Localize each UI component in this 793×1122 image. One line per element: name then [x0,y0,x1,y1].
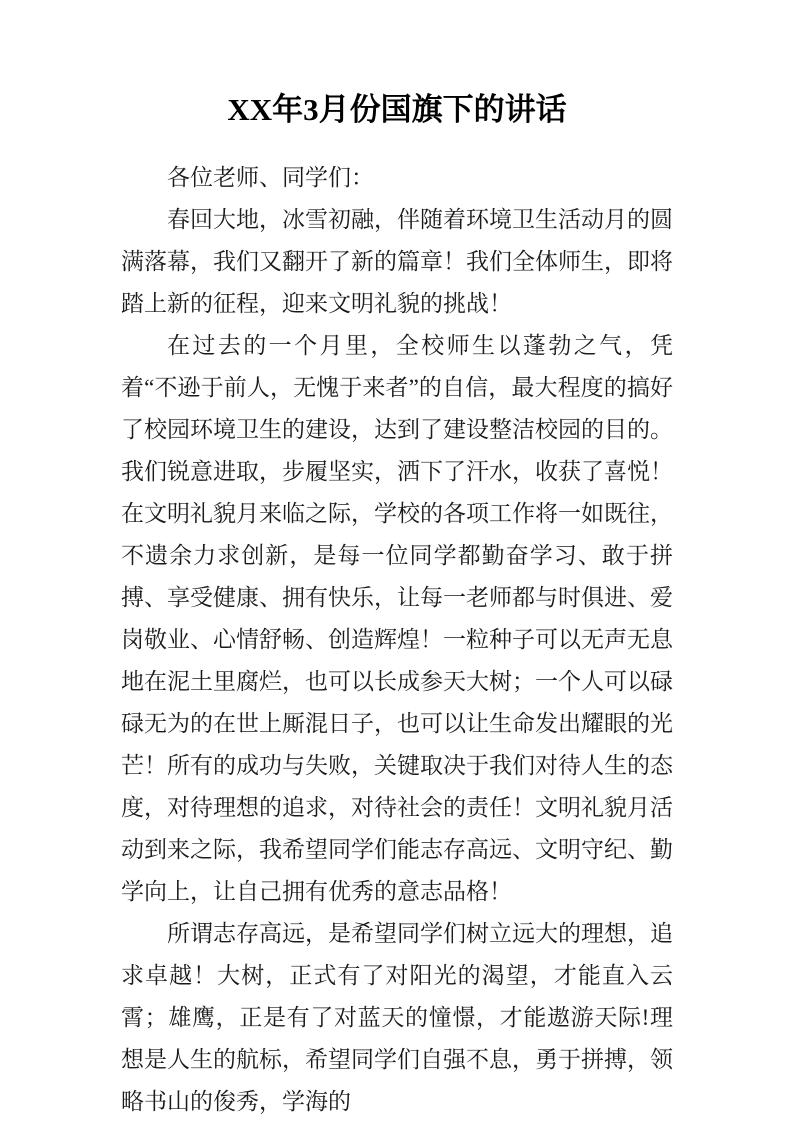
paragraph: 各位老师、同学们： [167,165,374,190]
document-content [121,88,673,1122]
paragraph: 春回大地，冰雪初融，伴随着环境卫生活动月的圆满落幕，我们又翻开了新的篇章！我们全体师生，即将踏上新的征程，迎来文明礼貌的挑战！ [121,207,673,316]
document-body [121,157,673,1122]
paragraph: 所谓志存高远，是希望同学们树立远大的理想，追求卓越！大树，正式有了对阳光的渴望，才能直入云霄；雄鹰，正是有了对蓝天的憧憬，才能遨游天际!理想是人生的航标，希望同学们自强不息，勇于拼搏，领略书山的俊秀，学海的 [121,921,673,1114]
paragraph: 在过去的一个月里，全校师生以蓬勃之气，凭着“不逊于前人，无愧于来者”的自信，最大程度的搞好了校园环境卫生的建设，达到了建设整洁校园的目的。我们锐意进取，步履坚实，洒下了汗水，收获了喜悦！在文明礼貌月来临之际，学校的各项工作将一如既往，不遗余力求创新，是每一位同学都勤奋学习、敢于拼搏、享受健康、拥有快乐，让每一老师都与时俱进、爱岗敬业、心情舒畅、创造辉煌！一粒种子可以无声无息地在泥土里腐烂，也可以长成参天大树；一个人可以碌碌无为的在世上厮混日子，也可以让生命发出耀眼的光芒！所有的成功与失败，关键取决于我们对待人生的态度，对待理想的追求，对待社会的责任！文明礼貌月活动到来之际，我希望同学们能志存高远、文明守纪、勤学向上，让自己拥有优秀的意志品格！ [121,333,673,904]
document-title: XX年3月份国旗下的讲话 [227,92,567,127]
